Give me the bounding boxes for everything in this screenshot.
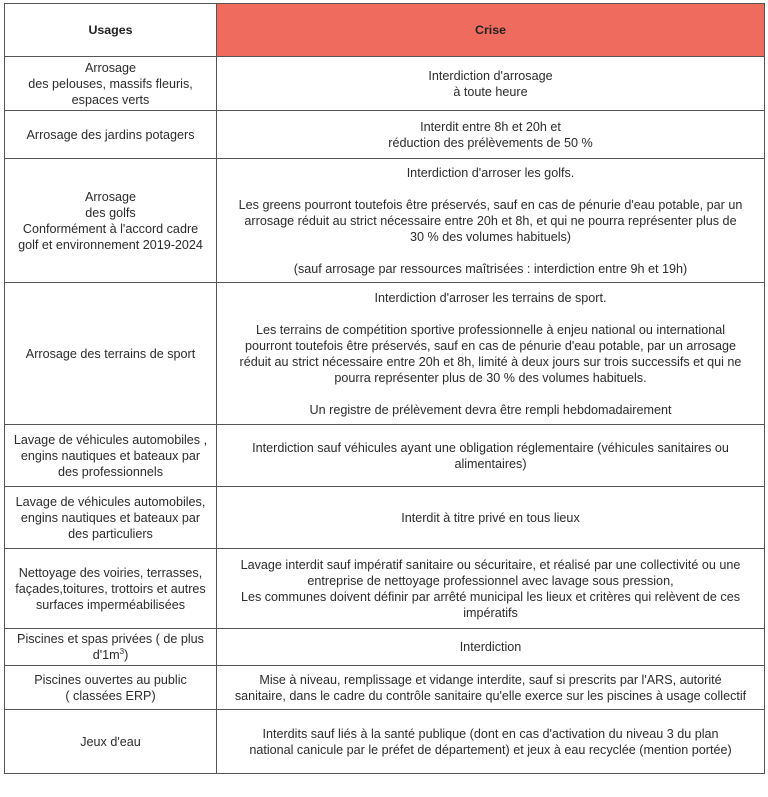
table-row [5,57,765,111]
crisis-cell [217,159,765,283]
usage-line: Piscines ouvertes au public [34,672,187,687]
crisis-line: réduction des prélèvements de 50 % [388,135,593,150]
crisis-line: Interdiction d'arrosage [428,68,553,83]
crisis-line: à toute heure [453,84,528,99]
crisis-line: Interdiction sauf véhicules ayant une obligation réglementaire (véhicules sanitaires ou [252,440,729,455]
usage-line: espaces verts [71,92,150,107]
crisis-line: pourront toutefois être préservés, sauf en cas de pénurie d'eau potable, par un arrosage [244,338,737,353]
crisis-cell [217,487,765,549]
crisis-cell [217,629,765,666]
header-row [5,4,765,57]
paragraph-gap [225,306,756,322]
crisis-line: national canicule par le préfet de département) et jeux à eau recyclée (mention portée) [249,742,732,757]
paragraph-gap [225,386,756,402]
usage-cell [5,629,217,666]
usage-cell [5,549,217,629]
crisis-line: sanitaire, dans le cadre du contrôle sanitaire qu'elle exerce sur les piscines à usage collectif [234,688,747,703]
usage-cell [5,425,217,487]
superscript: 3 [119,646,125,656]
usage-cell [5,487,217,549]
usage-line: Jeux d'eau [80,734,141,749]
table-row [5,666,765,710]
usage-line: engins nautiques et bateaux par [20,510,201,525]
crisis-line: Les terrains de compétition sportive professionnelle à enjeu national ou international [255,322,726,337]
usage-cell [5,283,217,425]
usage-line: Lavage de véhicules automobiles, [15,494,206,509]
crisis-cell [217,425,765,487]
crisis-line: réduit au strict nécessaire entre 20h et 8h, limité à deux jours sur trois successifs et qui ne [239,354,742,369]
usage-line: Arrosage [84,189,137,204]
usage-line: ( classées ERP) [65,688,156,703]
crisis-line: Interdiction d'arroser les terrains de sport. [374,290,607,305]
crisis-line: Les communes doivent définir par arrêté municipal les lieux et critères qui relèvent de ces [240,589,741,604]
crisis-cell [217,111,765,159]
crisis-line: entreprise de nettoyage professionnel avec lavage sous pression, [307,573,674,588]
usage-cell [5,666,217,710]
table-row [5,549,765,629]
table-row [5,283,765,425]
usage-line: golf et environnement 2019-2024 [18,237,203,252]
usage-line: Arrosage [84,60,137,75]
crisis-line: Un registre de prélèvement devra être rempli hebdomadairement [309,402,672,417]
crisis-line: pourra représenter plus de 30 % des volumes habituels. [334,370,647,385]
crisis-cell [217,666,765,710]
table-row [5,111,765,159]
usage-line: façades,toitures, trottoirs et autres [15,581,206,596]
crisis-line: arrosage réduit au strict nécessaire entre 20h et 8h, et qui ne pourra représenter plus de [244,213,737,228]
crisis-line: Interdits sauf liés à la santé publique (dont en cas d'activation du niveau 3 du plan [262,726,719,741]
table-row [5,425,765,487]
usage-line: surfaces imperméabilisées [35,597,186,612]
usage-cell [5,159,217,283]
usage-cell [5,57,217,111]
crisis-cell [217,549,765,629]
crisis-cell [217,283,765,425]
crisis-line: Interdiction d'arroser les golfs. [406,165,575,180]
usage-cell [5,111,217,159]
usage-line: des golfs [85,205,136,220]
usage-line: Nettoyage des voiries, terrasses, [18,565,203,580]
water-restrictions-table [4,3,765,774]
usage-line: $d'1m^3$) [92,646,129,662]
usage-line: Arrosage des jardins potagers [26,127,195,142]
usage-line: Piscines et spas privées ( de plus [17,632,204,646]
crisis-line: alimentaires) [454,456,527,471]
usage-line: Lavage de véhicules automobiles , [13,432,208,447]
crisis-column-header: Crise [217,4,765,57]
crisis-line: 30 % des volumes habituels) [409,229,571,244]
table-body [5,57,765,774]
crisis-line: Les greens pourront toutefois être préservés, sauf en cas de pénurie d'eau potable, par un [238,197,743,212]
usage-line: des pelouses, massifs fleuris, [28,76,193,91]
table-row [5,487,765,549]
usage-line: des particuliers [68,526,153,541]
crisis-line: Interdit à titre privé en tous lieux [401,510,580,525]
usage-column-header: Usages [5,4,217,57]
paragraph-gap [225,245,756,261]
crisis-line: Interdit entre 8h et 20h et [420,119,561,134]
table-row [5,159,765,283]
crisis-cell [217,710,765,774]
crisis-line: Mise à niveau, remplissage et vidange interdite, sauf si prescrits par l'ARS, autorité [259,672,722,687]
crisis-line: Interdiction [459,640,522,654]
usage-line: engins nautiques et bateaux par [20,448,201,463]
crisis-line: Lavage interdit sauf impératif sanitaire ou sécuritaire, et réalisé par une collectivité ou une [240,557,741,572]
table-row [5,710,765,774]
paragraph-gap [225,181,756,197]
usage-line: Conformément à l'accord cadre [22,221,199,236]
usage-line: des professionnels [57,464,163,479]
table-row [5,629,765,666]
crisis-line: (sauf arrosage par ressources maîtrisées : interdiction entre 9h et 19h) [293,261,688,276]
crisis-cell [217,57,765,111]
usage-cell [5,710,217,774]
usage-line: Arrosage des terrains de sport [25,346,196,361]
crisis-line: impératifs [463,605,518,620]
